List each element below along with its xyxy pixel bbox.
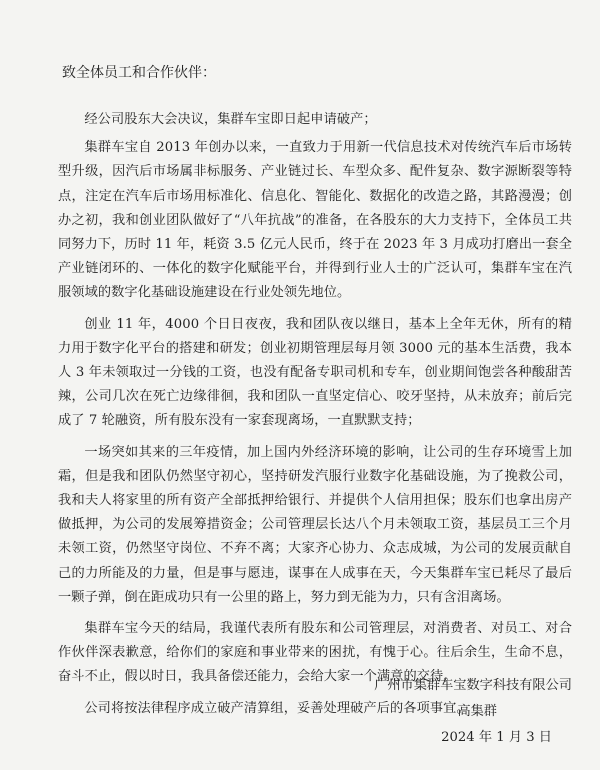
paragraph-apology: 集群车宝今天的结局，我谨代表所有股东和公司管理层，对消费者、对员工、对合作伙伴深表歉意，给你们的家庭和事业带来的困扰，有愧于心。往后余生，生命不息，奋斗不止，假以时日，我具备偿还能力，会给大家一个满意的交待。 — [58, 621, 572, 685]
paragraph-entrepreneurship: 创业 11 年，4000 个日日夜夜，我和团队夜以继日，基本上全年无休，所有的精力用于数字化平台的搭建和研发；创业初期管理层每月领 3000 元的基本生活费，我本人 3 年未领取过一分钱的工资，也没有配备专职司机和专车，创业期间饱尝各种酸甜苦辣，公司几次在死亡边缘徘徊，我和团队一直坚定信心、咬牙坚持，从未放弃；前后完成了 7 轮融资，所有股东没有一家套现离场，一直默默支持； — [58, 316, 572, 429]
signature-name: 高集群 — [457, 704, 497, 719]
signature-date: 2024 年 1 月 3 日 — [441, 730, 552, 745]
paragraph-pandemic: 一场突如其来的三年疫情，加上国内外经济环境的影响，让公司的生存环境雪上加霜，但是我和团队仍然坚守初心，坚持研发汽服行业数字化基础设施，为了挽救公司，我和夫人将家里的所有资产全部抵押给银行、并提供个人信用担保；股东们也拿出房产做抵押，为公司的发展筹措资金；公司管理层长达八个月未领取工资，基层员工三个月未领工资，仍然坚守岗位、不弃不离；大家齐心协力、众志成城，为公司的发展贡献自己的力所能及的力量，但是事与愿违，谋事在人成事在天，今天集群车宝已耗尽了最后一颗子弹，倒在距成功只有一公里的路上，努力到无能为力，只有含泪离场。 — [58, 444, 572, 605]
signature-block — [374, 673, 572, 751]
signature-company: 广州市集群车宝数字科技有限公司 — [374, 678, 572, 693]
paragraph-decision: 经公司股东大会决议，集群车宝即日起申请破产； — [84, 112, 377, 127]
salutation: 致全体员工和合作伙伴： — [62, 65, 216, 81]
paragraph-liquidation: 公司将按法律程序成立破产清算组，妥善处理破产后的各项事宜。 — [84, 700, 470, 716]
paragraph-history: 集群车宝自 2013 年创办以来，一直致力于用新一代信息技术对传统汽车后市场转型升级，因汽后市场属非标服务、产业链过长、车型众多、配件复杂、数字源断裂等特点，注定在汽车后市场用标准化、信息化、智能化、数据化的改造之路，其路漫漫；创办之初，我和创业团队做好了“八年抗战”的准备，在各股东的大力支持下，全体员工共同努力下，历时 11 年，耗资 3.5 亿元人民币，终于在 2023 年 3 月成功打磨出一套全产业链闭环的、一体化的数字化赋能平台，并得到行业人士的广泛认可，集群车宝在汽服领域的数字化基础设施建设在行业处领先地位。 — [58, 140, 572, 301]
